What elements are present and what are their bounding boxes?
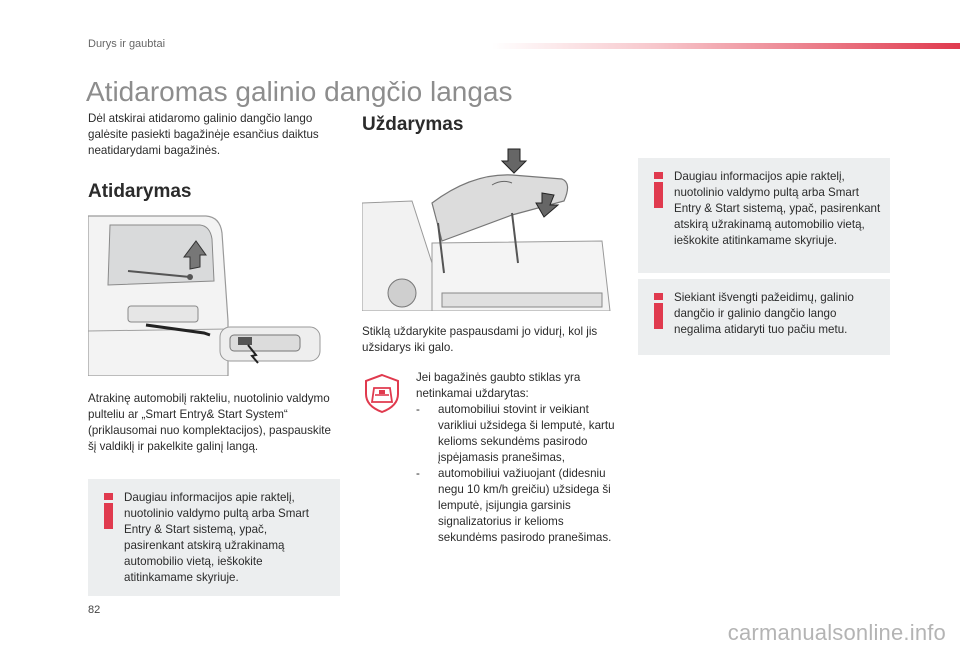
opening-text: Atrakinę automobilį rakteliu, nuotolinio valdymo pulteliu ar „Smart Entry& Start System“ (priklausomai nuo komplektacijos), paspauskite šį valdiklį ir pakelkite galinį langą. [88, 392, 331, 453]
info-icon [98, 491, 120, 531]
warning-item-1 [416, 402, 616, 466]
warning-list [416, 402, 616, 546]
info-text-right-2: Siekiant išvengti pažeidimų, galinio dangčio ir galinio dangčio lango negalima atidaryti tuo pačiu metu. [674, 291, 854, 336]
closing-illustration [362, 143, 614, 311]
intro-text: Dėl atskirai atidaromo galinio dangčio lango galėsite pasiekti bagažinėje esančius daiktus neatidarydami bagažinės. [88, 112, 319, 157]
info-box-left [88, 479, 340, 596]
warning-block [416, 370, 616, 546]
watermark: carmanualsonline.info [727, 620, 946, 645]
header-accent-bar [492, 43, 960, 49]
warning-item-2-text: automobiliui važiuojant (didesniu negu 10 km/h greičiu) užsidega ši lemputė, įsijungia garsinis signalizatorius ir kelioms sekundėms pasirodo pranešimas. [438, 467, 612, 544]
opening-illustration [88, 211, 340, 376]
tailgate-window-close-illustration [362, 143, 614, 311]
warning-item-1-text: automobiliui stovint ir veikiant varikliui užsidega ši lemputė, kartu kelioms sekundėms pasirodo įspėjamasis pranešimas, [438, 403, 615, 464]
closing-text: Stiklą uždarykite paspausdami jo vidurį, kol jis užsidarys iki galo. [362, 325, 598, 354]
warning-item-2-dash: - [416, 467, 420, 480]
warning-car-icon [362, 372, 402, 414]
info-box-right-2 [638, 279, 890, 355]
info-icon [648, 170, 670, 210]
tailgate-window-open-illustration [88, 211, 340, 376]
closing-heading: Uždarymas [362, 114, 464, 135]
info-text-right-1: Daugiau informacijos apie raktelį, nuotolinio valdymo pultą arba Smart Entry & Start sistemą, ypač, pasirenkant atskirą užrakinamą automobilio vietą, ieškokite atitinkamame skyriuje. [674, 170, 881, 247]
info-icon [648, 291, 670, 331]
warning-item-1-dash: - [416, 403, 420, 416]
section-header: Durys ir gaubtai [88, 38, 166, 50]
warning-intro: Jei bagažinės gaubto stiklas yra netinkamai uždarytas: [416, 371, 581, 400]
page-title: Atidaromas galinio dangčio langas [86, 76, 513, 107]
info-box-right-1 [638, 158, 890, 273]
page-number: 82 [88, 604, 101, 616]
opening-heading: Atidarymas [88, 181, 192, 202]
warning-item-2 [416, 466, 616, 546]
info-text-left: Daugiau informacijos apie raktelį, nuotolinio valdymo pultą arba Smart Entry & Start sistemą, ypač, pasirenkant atskirą užrakinamą automobilio vietą, ieškokite atitinkamame skyriuje. [124, 491, 309, 584]
